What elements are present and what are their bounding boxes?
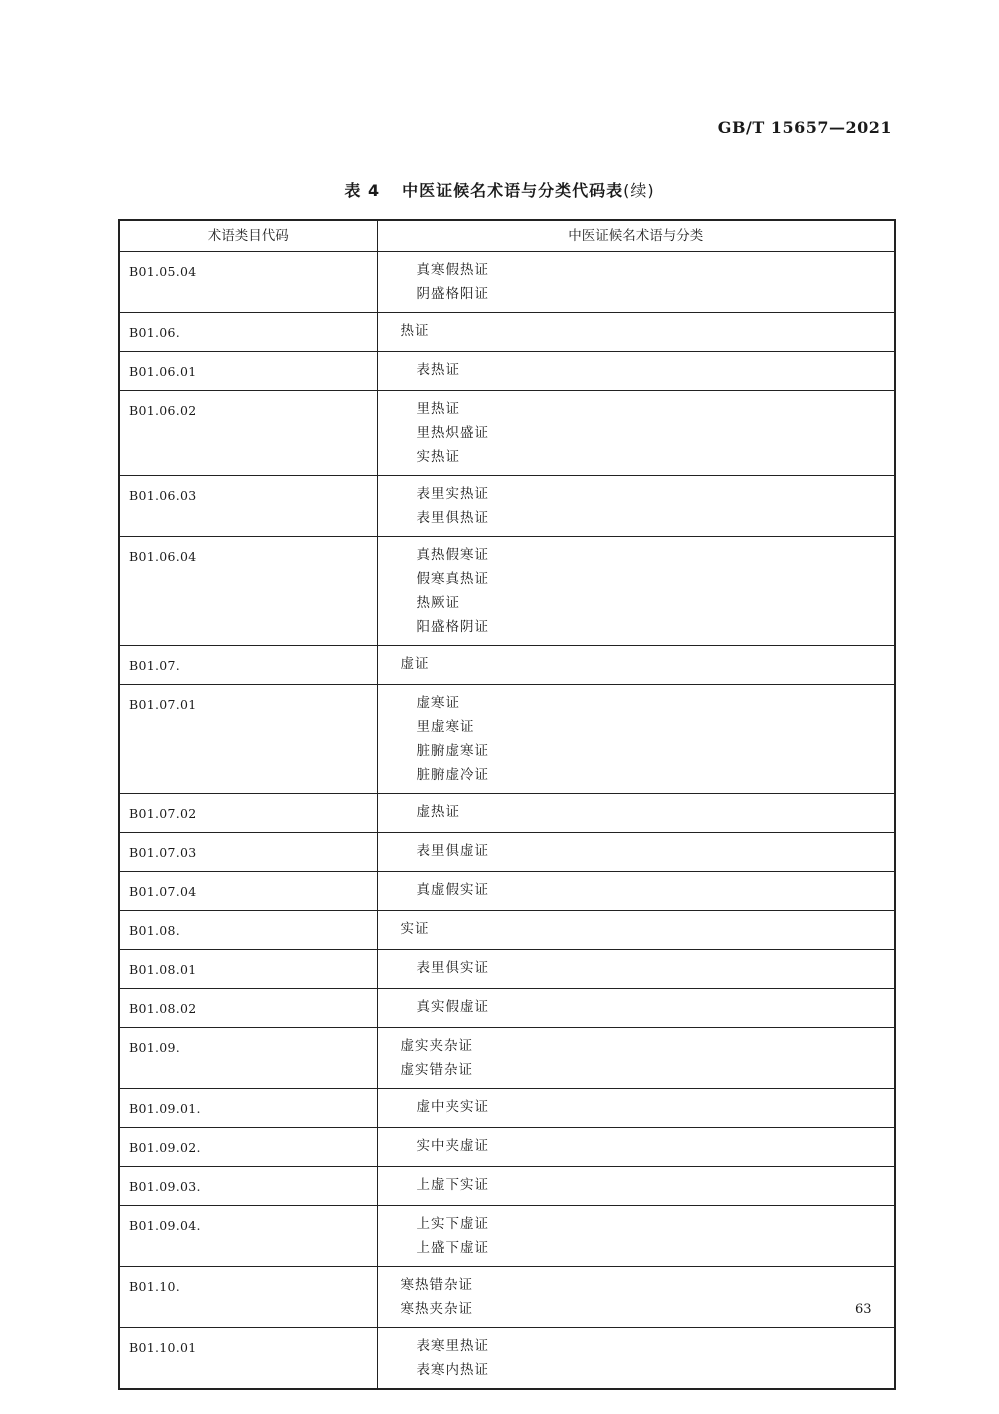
code-cell [119, 1267, 377, 1328]
term-cell [377, 911, 895, 950]
term-cell [377, 391, 895, 476]
term-cell [377, 313, 895, 352]
table-row [119, 1267, 895, 1328]
table-row [119, 391, 895, 476]
syndrome-term: 表里俱实证 [416, 960, 489, 976]
term-cell [377, 1028, 895, 1089]
table-row [119, 989, 895, 1028]
page-number: 63 [855, 1302, 872, 1317]
code-cell [119, 476, 377, 537]
table-row [119, 313, 895, 352]
syndrome-term: 寒热夹杂证 [400, 1301, 473, 1317]
table-row [119, 1028, 895, 1089]
syndrome-term: 虚证 [400, 656, 430, 672]
term-category-code: B01.08. [129, 923, 181, 938]
syndrome-term: 表里俱热证 [416, 510, 489, 526]
syndrome-term: 阳盛格阴证 [416, 619, 489, 635]
syndrome-term: 里虚寒证 [416, 719, 475, 735]
syndrome-term: 里热证 [416, 401, 460, 417]
table-row [119, 476, 895, 537]
term-cell [377, 1328, 895, 1390]
table-row [119, 252, 895, 313]
syndrome-term: 表寒内热证 [416, 1362, 489, 1378]
syndrome-term: 上虚下实证 [416, 1177, 489, 1193]
code-cell [119, 833, 377, 872]
syndrome-term: 真虚假实证 [416, 882, 489, 898]
column-header-code: 术语类目代码 [119, 220, 377, 252]
term-category-code: B01.10.01 [129, 1340, 197, 1355]
term-category-code: B01.06. [129, 325, 181, 340]
term-cell [377, 1267, 895, 1328]
term-cell [377, 794, 895, 833]
term-cell [377, 476, 895, 537]
term-cell [377, 1128, 895, 1167]
syndrome-term: 真热假寒证 [416, 547, 489, 563]
code-cell [119, 1128, 377, 1167]
table-row [119, 872, 895, 911]
term-table-container [118, 219, 894, 1390]
term-category-code: B01.07.02 [129, 806, 197, 821]
table-row [119, 1089, 895, 1128]
syndrome-term: 脏腑虚寒证 [416, 743, 489, 759]
table-row [119, 352, 895, 391]
syndrome-term: 实热证 [416, 449, 460, 465]
table-title-text: 中医证候名术语与分类代码表 [402, 181, 624, 200]
table-row [119, 1328, 895, 1390]
term-category-code: B01.09.04. [129, 1218, 201, 1233]
code-cell [119, 313, 377, 352]
term-category-code: B01.09.01. [129, 1101, 201, 1116]
term-category-code: B01.09. [129, 1040, 181, 1055]
term-category-code: B01.06.01 [129, 364, 197, 379]
syndrome-term: 虚寒证 [416, 695, 460, 711]
code-cell [119, 352, 377, 391]
term-cell [377, 352, 895, 391]
syndrome-term: 热厥证 [416, 595, 460, 611]
code-cell [119, 685, 377, 794]
syndrome-term: 表热证 [416, 362, 460, 378]
code-cell [119, 391, 377, 476]
term-category-code: B01.07.03 [129, 845, 197, 860]
syndrome-term: 表里实热证 [416, 486, 489, 502]
term-cell [377, 252, 895, 313]
term-category-code: B01.07.04 [129, 884, 197, 899]
code-cell [119, 911, 377, 950]
term-category-code: B01.10. [129, 1279, 181, 1294]
syndrome-term: 阴盛格阳证 [416, 286, 489, 302]
table-row [119, 950, 895, 989]
table-number: 表 4 [344, 181, 381, 200]
term-cell [377, 537, 895, 646]
syndrome-term: 上盛下虚证 [416, 1240, 489, 1256]
table-title [0, 178, 999, 201]
syndrome-term: 表里俱虚证 [416, 843, 489, 859]
syndrome-term: 脏腑虚冷证 [416, 767, 489, 783]
syndrome-term: 实中夹虚证 [416, 1138, 489, 1154]
syndrome-term: 虚实夹杂证 [400, 1038, 473, 1054]
syndrome-term: 里热炽盛证 [416, 425, 489, 441]
code-cell [119, 1167, 377, 1206]
table-row [119, 794, 895, 833]
code-cell [119, 1328, 377, 1390]
table-row [119, 646, 895, 685]
term-cell [377, 833, 895, 872]
code-cell [119, 872, 377, 911]
syndrome-term: 上实下虚证 [416, 1216, 489, 1232]
term-cell [377, 1206, 895, 1267]
table-header-row [119, 220, 895, 252]
table-body [119, 252, 895, 1390]
code-cell [119, 1206, 377, 1267]
term-cell [377, 685, 895, 794]
code-cell [119, 646, 377, 685]
code-cell [119, 950, 377, 989]
syndrome-term: 虚热证 [416, 804, 460, 820]
term-cell [377, 872, 895, 911]
term-category-code: B01.08.02 [129, 1001, 197, 1016]
table-row [119, 1167, 895, 1206]
syndrome-term: 实证 [400, 921, 430, 937]
syndrome-term: 虚中夹实证 [416, 1099, 489, 1115]
syndrome-term: 寒热错杂证 [400, 1277, 473, 1293]
term-cell [377, 950, 895, 989]
term-category-code: B01.08.01 [129, 962, 197, 977]
code-cell [119, 989, 377, 1028]
syndrome-term: 真实假虚证 [416, 999, 489, 1015]
code-cell [119, 252, 377, 313]
term-category-code: B01.05.04 [129, 264, 197, 279]
code-cell [119, 1089, 377, 1128]
code-cell [119, 794, 377, 833]
term-cell [377, 989, 895, 1028]
table-row [119, 537, 895, 646]
table-row [119, 833, 895, 872]
term-category-code: B01.06.02 [129, 403, 197, 418]
term-category-code: B01.07.01 [129, 697, 197, 712]
term-category-code: B01.09.02. [129, 1140, 201, 1155]
syndrome-term: 热证 [400, 323, 430, 339]
term-category-code: B01.09.03. [129, 1179, 201, 1194]
syndrome-term: 表寒里热证 [416, 1338, 489, 1354]
syndrome-term: 真寒假热证 [416, 262, 489, 278]
term-cell [377, 1089, 895, 1128]
standard-code: GB/T 15657—2021 [717, 118, 892, 137]
term-cell [377, 646, 895, 685]
term-classification-table [118, 219, 896, 1390]
table-row [119, 911, 895, 950]
table-row [119, 1128, 895, 1167]
syndrome-term: 虚实错杂证 [400, 1062, 473, 1078]
table-row [119, 1206, 895, 1267]
table-row [119, 685, 895, 794]
code-cell [119, 537, 377, 646]
term-cell [377, 1167, 895, 1206]
table-continued-label: (续) [623, 181, 655, 200]
syndrome-term: 假寒真热证 [416, 571, 489, 587]
term-category-code: B01.06.04 [129, 549, 197, 564]
term-category-code: B01.06.03 [129, 488, 197, 503]
term-category-code: B01.07. [129, 658, 181, 673]
code-cell [119, 1028, 377, 1089]
column-header-term: 中医证候名术语与分类 [377, 220, 895, 252]
